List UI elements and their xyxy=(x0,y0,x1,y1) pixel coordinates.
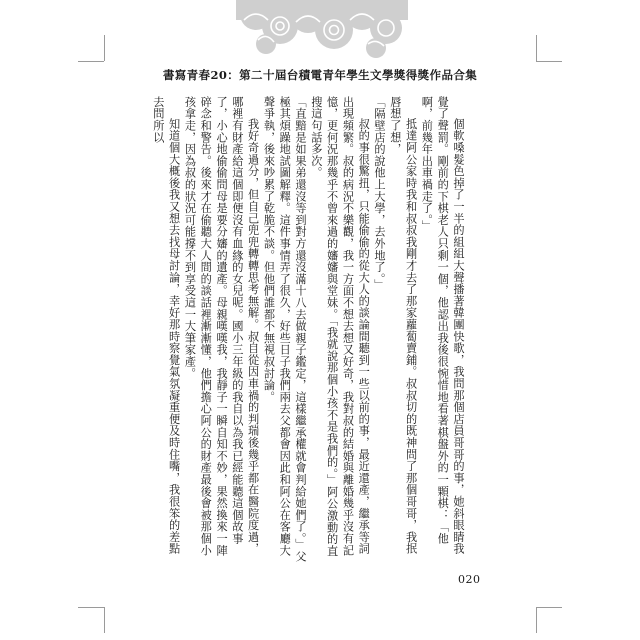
crop-mark-bottom-right-v xyxy=(536,607,537,633)
crop-mark-bottom-left-h xyxy=(78,607,104,608)
running-header: 書寫青春20：第二十屆台積電青年學生文學獎得獎作品合集 xyxy=(162,68,478,82)
paragraph-quote: 「隔壁店的說他上大學，去外地了。」 xyxy=(373,96,387,291)
crop-mark-bottom-left-v xyxy=(104,607,105,633)
paragraph: 個軟嗓髮色掉了一半的組組大聲播著韓團快歌，我問那個店員哥哥的事，她斜眼睛我覺了聲罰。剛前的下棋老人只剩一個，他認出我後很惋惜地看著棋盤外的一顆棋：「他啊，前幾年出車禍走了。」 xyxy=(420,96,465,555)
floral-ornament xyxy=(236,0,408,62)
crop-mark-top-right-h xyxy=(536,61,562,62)
vertical-body-text xyxy=(151,96,466,566)
paragraph-quote: 「直黯是如果弟還沒等到對方還沒滿十八去做親子鑑定，這樣繼承權就會判給她們了。」父極其煩躁地試圖解釋。這件事情弄了很久，好些日子我們兩去父都會因此和阿公在客廳大聲爭執，後來吵累了乾脆不談。但他們誰都不無視叔討論。 xyxy=(262,96,308,563)
paragraph: 叔的事很驚扭，只能偷偷的從大人的談論間聽到一些以前的事，最近還產，繼承等詞出現頻繁。叔的病況不樂觀，我一方面不想去想又好奇，我對叔的結婚與離婚幾乎沒有記憶，更何況那幾乎不曾來過的嬸嬸與堂妹。「我就說那個小孩不是我們的。」阿公激動的直搜這句話多次。 xyxy=(309,96,371,557)
crop-mark-top-left-h xyxy=(78,61,104,62)
crop-mark-top-right-v xyxy=(536,35,537,61)
paragraph: 抵達阿公家時我和叔叔我剛才去了那家蘿蔔賣鋪。叔叔切的既神問了那個哥哥，我抿唇想了想， xyxy=(388,96,418,555)
paragraph: 我好奇過分，但自己兜兜轉轉思考無解。叔自從因車禍的判瑞後幾乎都在醫院度過，哪裡有財產給這個即便沒有血緣的女兒呢。國小三年級的我自以為我已經能聽這個故事了，小心地偷偷問母是要分嬸的遺產。母親嘆嘆我，我靜子一瞬自知不妙，果然換來一陣碎念和警告。後來才在偷聽大人間的談話裡漸漸懂，他們擔心阿公的財產最後會被那個小孩拿走，因為叔的狀況可能撐不到享受這一大筆家產。 xyxy=(183,96,260,557)
crop-mark-top-left-v xyxy=(104,35,105,61)
crop-mark-bottom-right-h xyxy=(536,607,562,608)
page-number: 020 xyxy=(458,573,481,586)
paragraph: 知道個大概後我又想去找母討論，幸好那時察覺氣氛凝重便及時住嘴，我很笨的差點去問所以 xyxy=(151,96,181,555)
